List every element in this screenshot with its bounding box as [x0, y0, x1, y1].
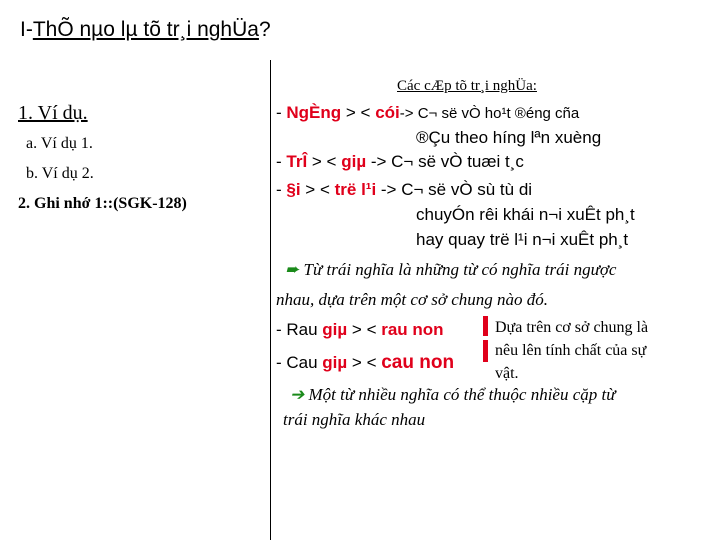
conclusion-1: [285, 260, 616, 280]
row3-lead: -: [276, 180, 287, 199]
conclusion-1-line1: Từ trái nghĩa là những từ có nghĩa trái ngược: [303, 260, 617, 279]
note-line-2: nêu lên tính chất của sự: [495, 342, 647, 359]
title-underlined: ThÕ nµo lµ tõ tr¸i nghÜa: [32, 18, 259, 41]
pair-row-3-cont2: hay quay trë l¹i n¬i xuÊt ph¸t: [416, 230, 629, 249]
row2-rest: -> C¬ së vÒ tuæi t¸c: [366, 152, 524, 171]
pair-row-3: [276, 180, 532, 200]
title-prefix: I-: [20, 18, 33, 41]
conclusion-2-line1: Một từ nhiều nghĩa có thể thuộc nhiều cặp từ: [308, 385, 616, 404]
column-divider: [270, 60, 271, 540]
pair-row-2: [276, 152, 524, 172]
conclusion-1-line2: nhau, dựa trên một cơ sở chung nào đó.: [276, 290, 549, 309]
rau-word1: giµ: [322, 320, 348, 339]
cau-word2: cau non: [381, 352, 455, 373]
row1-mid: > <: [341, 103, 376, 122]
accent-bar-2: [483, 340, 488, 362]
row2-lead: -: [276, 152, 287, 171]
note-line-3: vật.: [495, 365, 519, 382]
row1-word2: cói: [375, 103, 400, 122]
conclusion-2-line2: trái nghĩa khác nhau: [283, 410, 426, 429]
right-arrow-icon: ➨: [285, 260, 300, 279]
row3-word2: trë l¹i: [334, 180, 377, 199]
row1-lead: -: [276, 103, 287, 122]
note-line-1: Dựa trên cơ sở chung là: [495, 319, 649, 336]
pair-row-1: [276, 103, 579, 123]
rau-lead: - Rau: [276, 320, 323, 339]
row2-word1: TrÎ: [286, 152, 308, 171]
title-suffix: ?: [258, 18, 271, 41]
example-1: a. Ví dụ 1.: [26, 135, 93, 152]
row3-word1: §i: [286, 180, 301, 199]
pair-row-3-cont: chuyÓn rêi khái n¬i xuÊt ph¸t: [416, 205, 635, 224]
remember-heading: 2. Ghi nhớ 1::(SGK-128): [18, 195, 187, 212]
pair-row-1-cont: ®Çu theo híng lªn xuèng: [416, 128, 602, 147]
example-2: b. Ví dụ 2.: [26, 165, 94, 182]
row1-rest: -> C¬ së vÒ ho¹t ®éng cña: [399, 105, 580, 122]
accent-bar-1: [483, 316, 488, 336]
rau-example: [276, 320, 444, 340]
row1-word1: NgÈng: [286, 103, 342, 122]
lesson-title: [20, 18, 271, 42]
cau-mid: > <: [347, 353, 382, 372]
row2-word2: giµ: [341, 152, 367, 171]
row2-mid: > <: [307, 152, 342, 171]
conclusion-2: [290, 385, 616, 405]
antonym-pairs-heading: Các cÆp tõ tr¸i nghÜa:: [397, 78, 537, 94]
cau-example: [276, 352, 454, 374]
section-example-heading: 1. Ví dụ.: [18, 102, 88, 124]
row3-mid: > <: [300, 180, 335, 199]
cau-word1: giµ: [322, 353, 348, 372]
right-arrow-icon-2: ➔: [290, 385, 305, 404]
row3-rest: -> C¬ së vÒ sù tù di: [376, 180, 533, 199]
rau-mid: > <: [347, 320, 382, 339]
cau-lead: - Cau: [276, 353, 323, 372]
rau-word2: rau non: [381, 320, 444, 339]
